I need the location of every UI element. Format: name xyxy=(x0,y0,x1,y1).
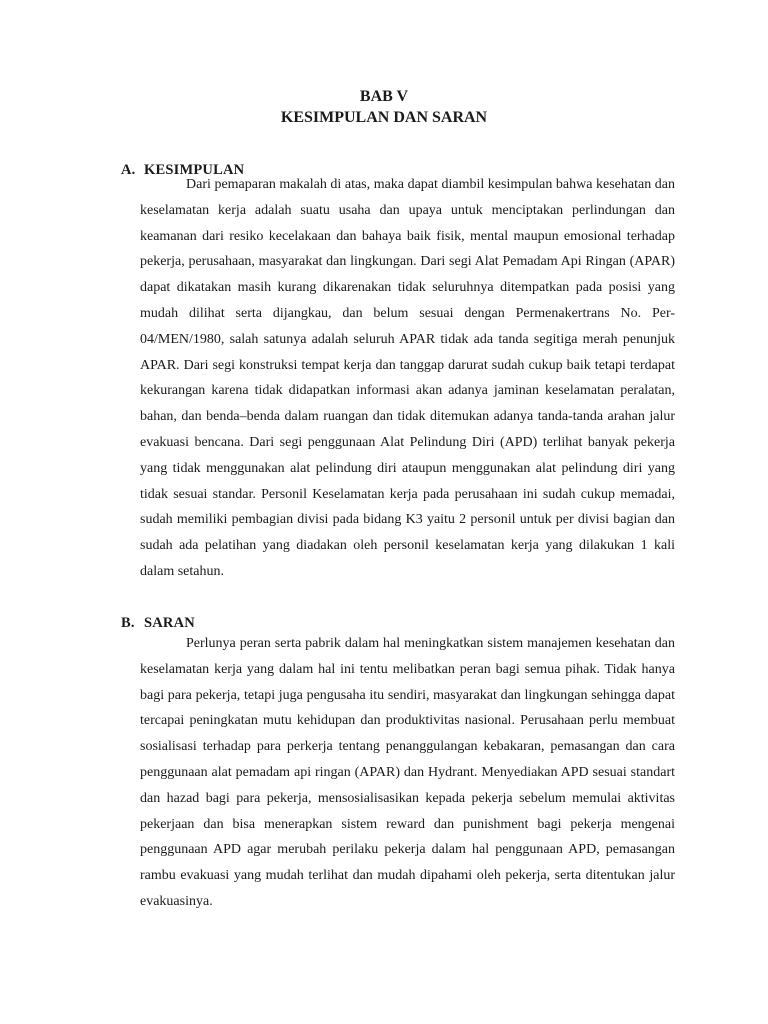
chapter-number: BAB V xyxy=(359,88,409,105)
section-heading-text: KESIMPULAN xyxy=(144,162,245,178)
section-letter: A. xyxy=(121,162,136,178)
saran-paragraph: Perlunya peran serta pabrik dalam hal meningkatkan sistem manajemen kesehatan dan keselamatan kerja yang dalam hal ini tentu melibatkan peran bagi semua pihak. Tidak hanya bagi para pekerja, tetapi juga pengusaha itu sendiri, masyarakat dan lingkungan sehingga dapat tercapai peningkatan mutu kehidupan dan produktivitas nasional. Perusahaan perlu membuat sosialisasi terhadap para perkerja tentang penanggulangan kebakaran, pemasangan dan cara penggunaan alat pemadam api ringan (APAR) dan Hydrant. Menyediakan APD sesuai standart dan hazad bagi para pekerja, mensosialisasikan kepada pekerja sebelum memulai aktivitas pekerjaan dan bisa menerapkan sistem reward dan punishment bagi pekerja mengenai penggunaan APD agar merubah perilaku pekerja dalam hal penggunaan APD, pemasangan rambu evakuasi yang mudah terlihat dan mudah dipahami oleh pekerja, serta ditentukan jalur evakuasinya. xyxy=(140,636,675,909)
section-heading-saran xyxy=(121,614,195,632)
chapter-title: KESIMPULAN DAN SARAN xyxy=(280,109,488,126)
section-heading-text: SARAN xyxy=(144,615,195,631)
section-letter: B. xyxy=(121,615,135,631)
kesimpulan-paragraph: Dari pemaparan makalah di atas, maka dapat diambil kesimpulan bahwa kesehatan dan keselamatan kerja adalah suatu usaha dan upaya untuk menciptakan perlindungan dan keamanan dari resiko kecelakaan dan bahaya baik fisik, mental maupun emosional terhadap pekerja, perusahaan, masyarakat dan lingkungan. Dari segi Alat Pemadam Api Ringan (APAR) dapat dikatakan masih kurang dikarenakan tidak seluruhnya ditempatkan pada posisi yang mudah dilihat serta dijangkau, dan belum sesuai dengan Permenakertrans No. Per-04/MEN/1980, salah satunya adalah seluruh APAR tidak ada tanda segitiga merah penunjuk APAR. Dari segi konstruksi tempat kerja dan tanggap darurat sudah cukup baik tetapi terdapat kekurangan karena tidak didapatkan informasi akan adanya jaminan keselamatan peralatan, bahan, dan benda–benda dalam ruangan dan tidak ditemukan adanya tanda-tanda arahan jalur evakuasi bencana. Dari segi penggunaan Alat Pelindung Diri (APD) terlihat banyak pekerja yang tidak menggunakan alat pelindung diri ataupun menggunakan alat pelindung diri yang tidak sesuai standar. Personil Keselamatan kerja pada perusahaan ini sudah cukup memadai, sudah memiliki pembagian divisi pada bidang K3 yaitu 2 personil untuk per divisi bagian dan sudah ada pelatihan yang diadakan oleh personil keselamatan kerja yang dilakukan 1 kali dalam setahun. xyxy=(140,177,675,579)
